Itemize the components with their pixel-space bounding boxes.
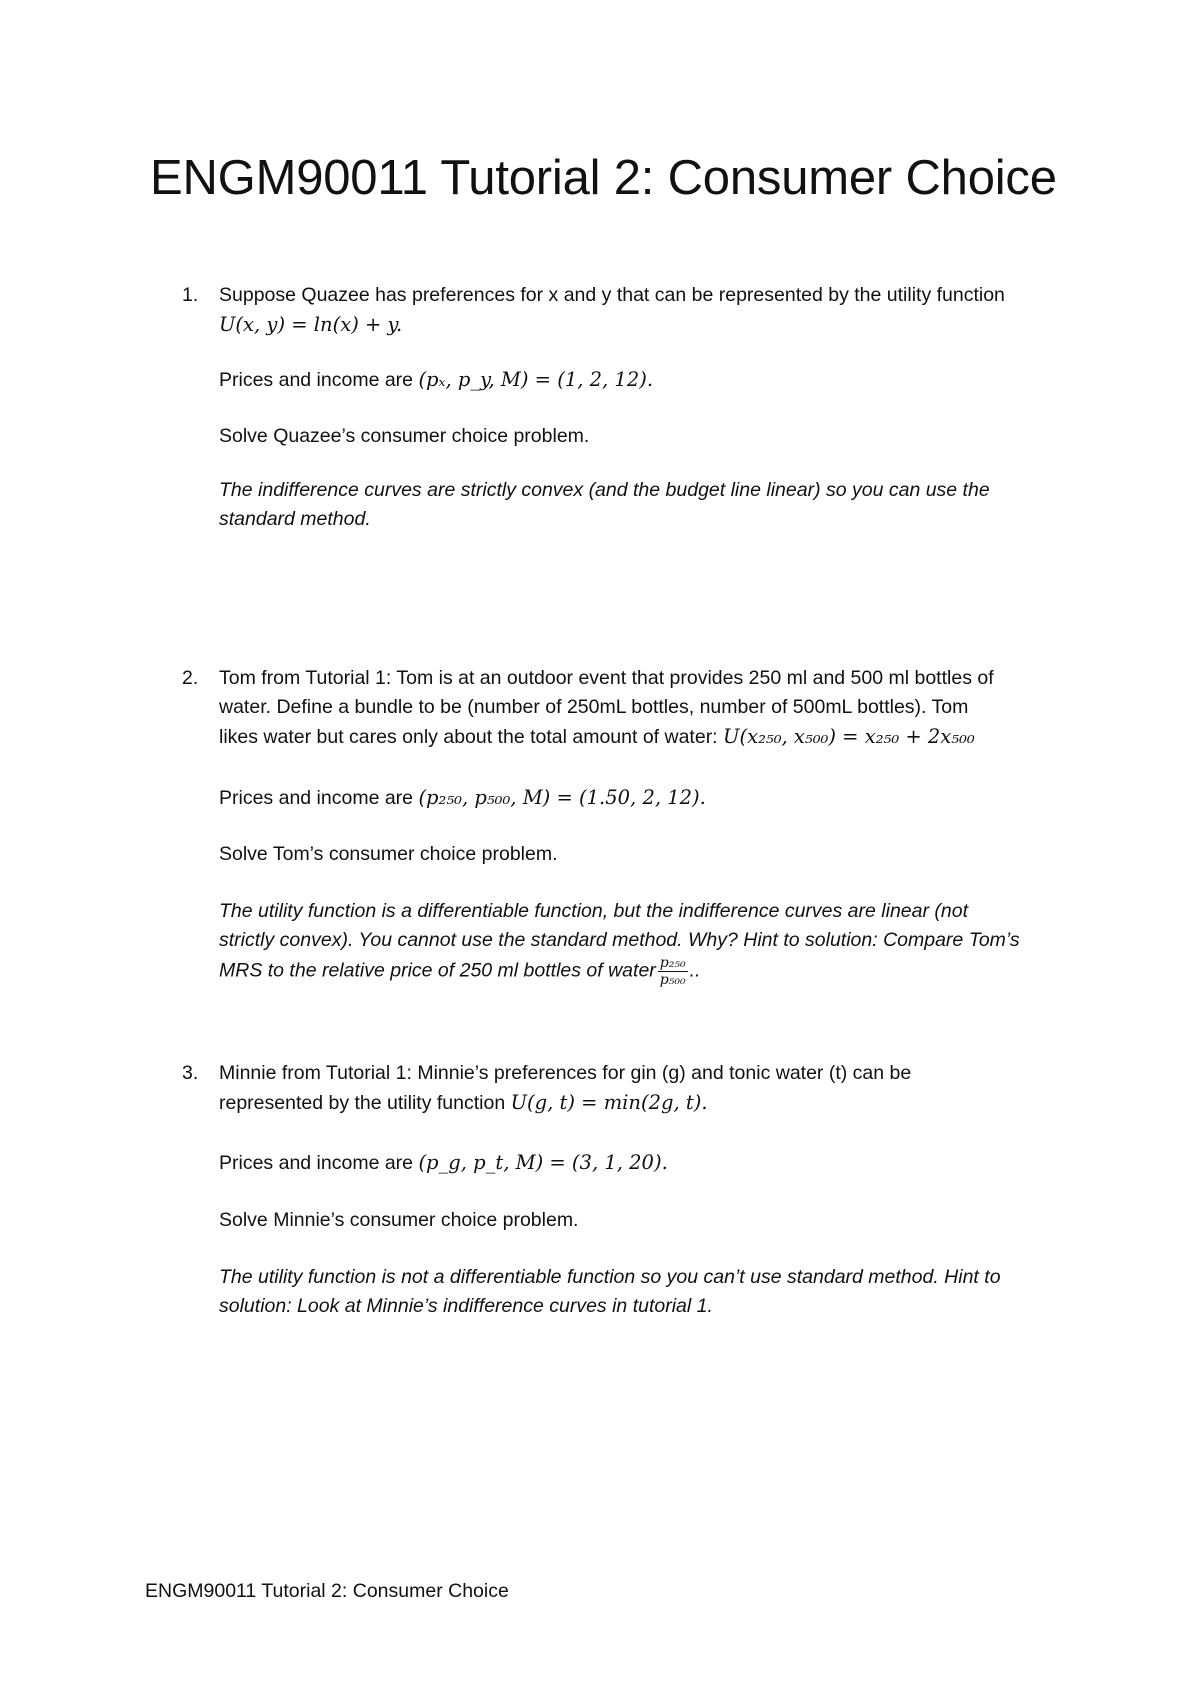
question-2-intro-line3: likes water but cares only about the total amount of water: (219, 726, 718, 748)
page-footer: ENGM90011 Tutorial 2: Consumer Choice (145, 1580, 509, 1602)
question-3-prices-math: (p_g, p_t, M) = (3, 1, 20). (418, 1151, 668, 1174)
question-3-intro (219, 1059, 1069, 1118)
page-title: ENGM90011 Tutorial 2: Consumer Choice (150, 151, 1057, 205)
question-2-intro-line2: water. Define a bundle to be (number of 250mL bottles, number of 500mL bottles). Tom (219, 696, 969, 718)
question-1-prices-label: Prices and income are (219, 369, 414, 391)
relative-price-fraction (658, 955, 688, 988)
question-2-prices-label: Prices and income are (219, 787, 414, 809)
question-1-number: 1. (182, 284, 199, 306)
question-1-intro-text: Suppose Quazee has preferences for x and y that can be represented by the utility function (219, 284, 1005, 306)
question-2-hint-line1: The utility function is a differentiable function, but the indifference curves are linear (not (219, 900, 968, 922)
question-1-prices (219, 365, 1069, 395)
question-3-number: 3. (182, 1062, 199, 1084)
question-2-prices (219, 783, 1069, 813)
question-2-intro-line1: Tom from Tutorial 1: Tom is at an outdoor event that provides 250 ml and 500 ml bottles of (219, 667, 994, 689)
fraction-denominator: p₅₀₀ (659, 972, 686, 988)
question-2-hint-end: .. (689, 959, 701, 982)
question-1-intro (219, 281, 1069, 340)
question-3-intro-line2: represented by the utility function (219, 1092, 506, 1114)
question-3-utility: U(g, t) = min(2g, t). (510, 1091, 708, 1114)
question-3-task: Solve Minnie’s consumer choice problem. (219, 1209, 579, 1231)
question-1-hint: The indifference curves are strictly convex (and the budget line linear) so you can use the standard method. (219, 479, 990, 530)
fraction-numerator: p₂₅₀ (659, 955, 686, 971)
question-3-intro-line1: Minnie from Tutorial 1: Minnie’s preferences for gin (g) and tonic water (t) can be (219, 1062, 912, 1084)
question-1-prices-math: (pₓ, p_y, M) = (1, 2, 12). (418, 368, 654, 391)
question-2-prices-math: (p₂₅₀, p₅₀₀, M) = (1.50, 2, 12). (418, 786, 706, 809)
question-2-task: Solve Tom’s consumer choice problem. (219, 843, 558, 865)
question-3-prices-label: Prices and income are (219, 1152, 414, 1174)
question-1-utility: U(x, y) = ln(x) + y. (219, 313, 403, 336)
question-2-number: 2. (182, 667, 199, 689)
question-3-hint: The utility function is not a differentiable function so you can’t use standard method. Hint to solution: Look at Minnie’s indifference curves in tutorial 1. (219, 1266, 1001, 1317)
question-2-hint (219, 897, 1069, 988)
question-2-hint-line3: MRS to the relative price of 250 ml bottles of water (219, 959, 656, 982)
question-2-hint-line2: strictly convex). You cannot use the standard method. Why? Hint to solution: Compare Tom’s (219, 929, 1020, 951)
question-2-utility: U(x₂₅₀, x₅₀₀) = x₂₅₀ + 2x₅₀₀ (723, 725, 975, 748)
question-3-prices (219, 1148, 1069, 1178)
question-2-intro (219, 664, 1069, 752)
question-1-task: Solve Quazee’s consumer choice problem. (219, 425, 590, 447)
